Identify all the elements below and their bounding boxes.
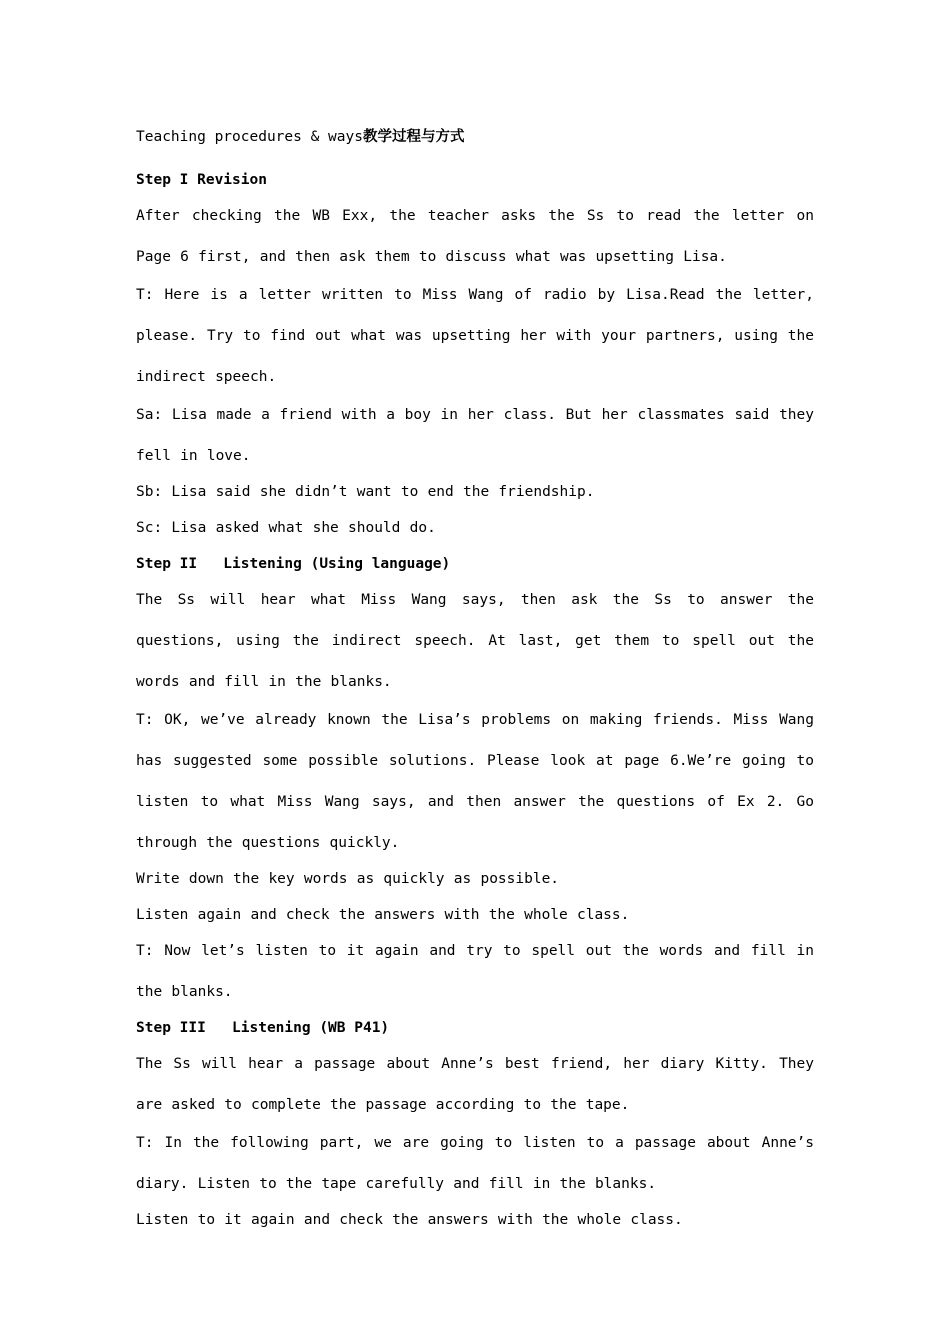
step3-paragraph-1: The Ss will hear a passage about Anne’s best friend, her diary Kitty. They are asked to complete the passage according to the tape. (136, 1056, 814, 1113)
step3-paragraph-3: Listen to it again and check the answers with the whole class. (136, 1212, 683, 1228)
step2-paragraph-5: T: Now let’s listen to it again and try to spell out the words and fill in the blanks. (136, 943, 814, 1000)
step3-paragraph-2: T: In the following part, we are going to listen to a passage about Anne’s diary. Listen to the tape carefully and fill in the blanks. (136, 1135, 814, 1192)
document-page (136, 126, 814, 1238)
step1-paragraph-5: Sc: Lisa asked what she should do. (136, 520, 436, 536)
step3-heading: Step III Listening (WB P41) (136, 1020, 390, 1036)
step2-paragraph-3: Write down the key words as quickly as possible. (136, 871, 560, 887)
step2-paragraph-4: Listen again and check the answers with the whole class. (136, 907, 630, 923)
step1-heading: Step I Revision (136, 172, 267, 188)
step2-paragraph-1: The Ss will hear what Miss Wang says, then ask the Ss to answer the questions, using the indirect speech. At last, get them to spell out the words and fill in the blanks. (136, 592, 814, 690)
step1-paragraph-2: T: Here is a letter written to Miss Wang of radio by Lisa.Read the letter, please. Try to find out what was upsetting her with your partners, using the indirect speech. (136, 287, 814, 385)
step2-paragraph-2: T: OK, we’ve already known the Lisa’s problems on making friends. Miss Wang has suggested some possible solutions. Please look at page 6.We’re going to listen to what Miss Wang says, and then answer the questions of Ex 2. Go through the questions quickly. (136, 712, 814, 851)
title-english: Teaching procedures & ways (136, 129, 363, 145)
step2-heading: Step II Listening (Using language) (136, 556, 451, 572)
document-title (136, 126, 814, 148)
step1-paragraph-4: Sb: Lisa said she didn’t want to end the friendship. (136, 484, 595, 500)
step1-paragraph-1: After checking the WB Exx, the teacher asks the Ss to read the letter on Page 6 first, and then ask them to discuss what was upsetting Lisa. (136, 208, 814, 265)
step1-paragraph-3: Sa: Lisa made a friend with a boy in her class. But her classmates said they fell in love. (136, 407, 814, 464)
title-chinese: 教学过程与方式 (362, 129, 465, 145)
